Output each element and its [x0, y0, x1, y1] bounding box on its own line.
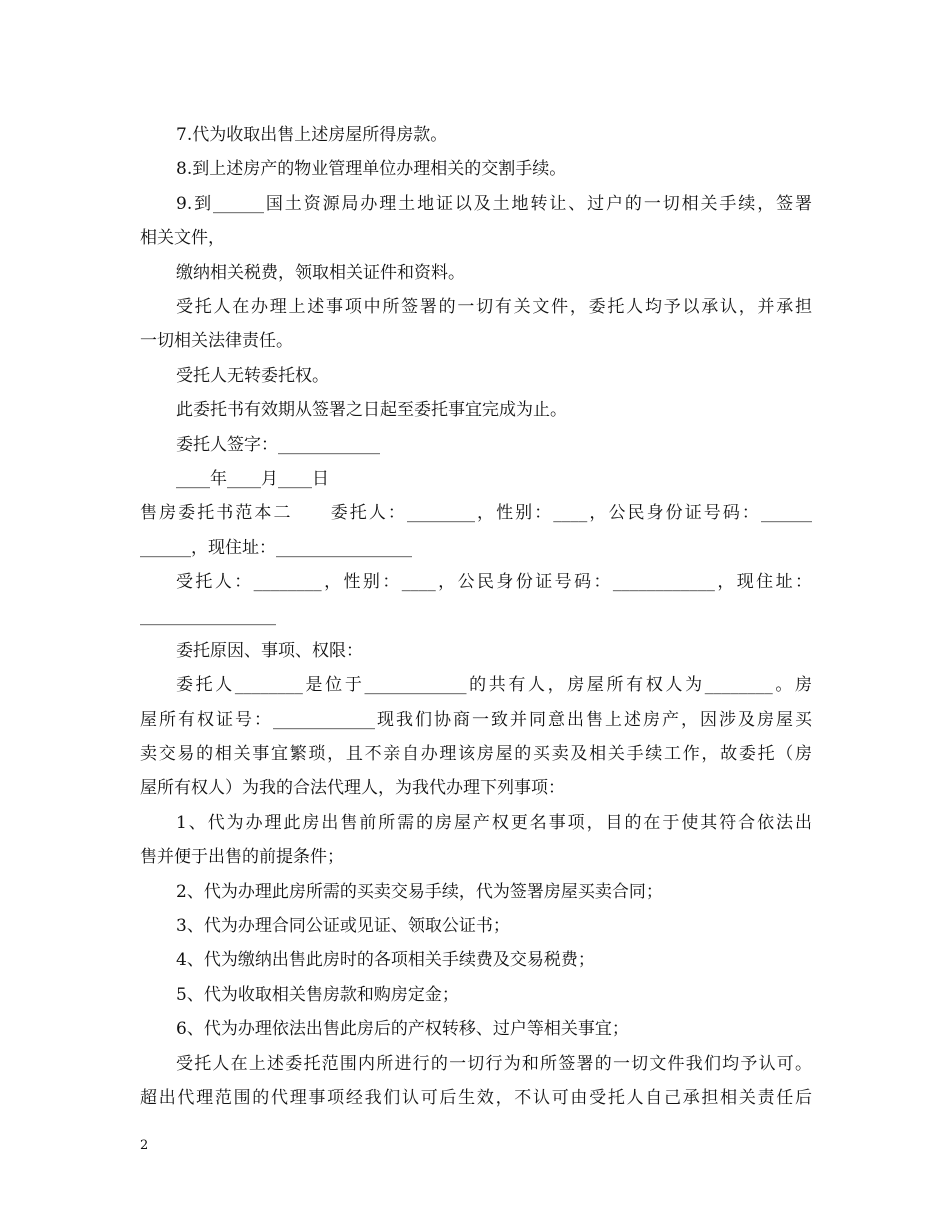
document-line: ____年____月____日 — [176, 468, 329, 489]
document-line: ______，现住址：________________ — [140, 537, 412, 558]
document-line: 7.代为收取出售上述房屋所得房款。 — [176, 125, 448, 145]
document-line: 屋所有权人）为我的合法代理人，为我代办理下列事项： — [140, 778, 565, 799]
document-line: 委托原因、事项、权限： — [176, 640, 363, 661]
document-line: 1、代为办理此房出售前所需的房屋产权更名事项，目的在于使其符合依法出 — [176, 812, 812, 833]
document-line: 2、代为办理此房所需的买卖交易手续，代为签署房屋买卖合同； — [176, 881, 663, 902]
document-line: 超出代理范围的代理事项经我们认可后生效，不认可由受托人自己承担相关责任后 — [140, 1087, 812, 1108]
page-number: 2 — [140, 1138, 149, 1153]
document-line: 售并便于出售的前提条件； — [140, 847, 344, 868]
document-line: 受托人在办理上述事项中所签署的一切有关文件，委托人均予以承认，并承担 — [176, 296, 812, 317]
document-line: 6、代为办理依法出售此房后的产权转移、过户等相关事宜； — [176, 1019, 629, 1040]
document-body — [140, 118, 812, 1115]
document-line: 一切相关法律责任。 — [140, 331, 293, 352]
document-line: 4、代为缴纳出售此房时的各项相关手续费及交易税费； — [176, 950, 595, 971]
document-line: 委托人签字：____________ — [176, 434, 380, 455]
document-line: ________________ — [140, 606, 276, 627]
document-line: 受托人在上述委托范围内所进行的一切行为和所签署的一切文件我们均予认可。 — [176, 1053, 812, 1074]
document-line: 相关文件， — [140, 228, 225, 249]
document-line: 缴纳相关税费，领取相关证件和资料。 — [176, 262, 465, 283]
document-line: 委托人________是位于____________的共有人，房屋所有权人为________。房 — [176, 675, 812, 696]
document-line: 3、代为办理合同公证或见证、领取公证书； — [176, 915, 510, 936]
document-line: 屋所有权证号：____________现我们协商一致并同意出售上述房产，因涉及房屋买 — [140, 709, 812, 730]
document-line: 卖交易的相关事宜繁琐，且不亲自办理该房屋的买卖及相关手续工作，故委托（房 — [140, 744, 812, 765]
document-line: 5、代为收取相关售房款和购房定金； — [176, 984, 459, 1005]
document-line: 8.到上述房产的物业管理单位办理相关的交割手续。 — [176, 159, 567, 180]
document-line: 9.到______国土资源局办理土地证以及土地转让、过户的一切相关手续，签署 — [176, 193, 812, 214]
document-line: 受托人：________，性别：____，公民身份证号码：____________，现住址： — [176, 572, 812, 593]
document-line: 此委托书有效期从签署之日起至委托事宜完成为止。 — [176, 400, 567, 421]
document-line: 售房委托书范本二 委托人：________，性别：____，公民身份证号码：______ — [140, 503, 812, 524]
document-line: 受托人无转委托权。 — [176, 365, 329, 386]
